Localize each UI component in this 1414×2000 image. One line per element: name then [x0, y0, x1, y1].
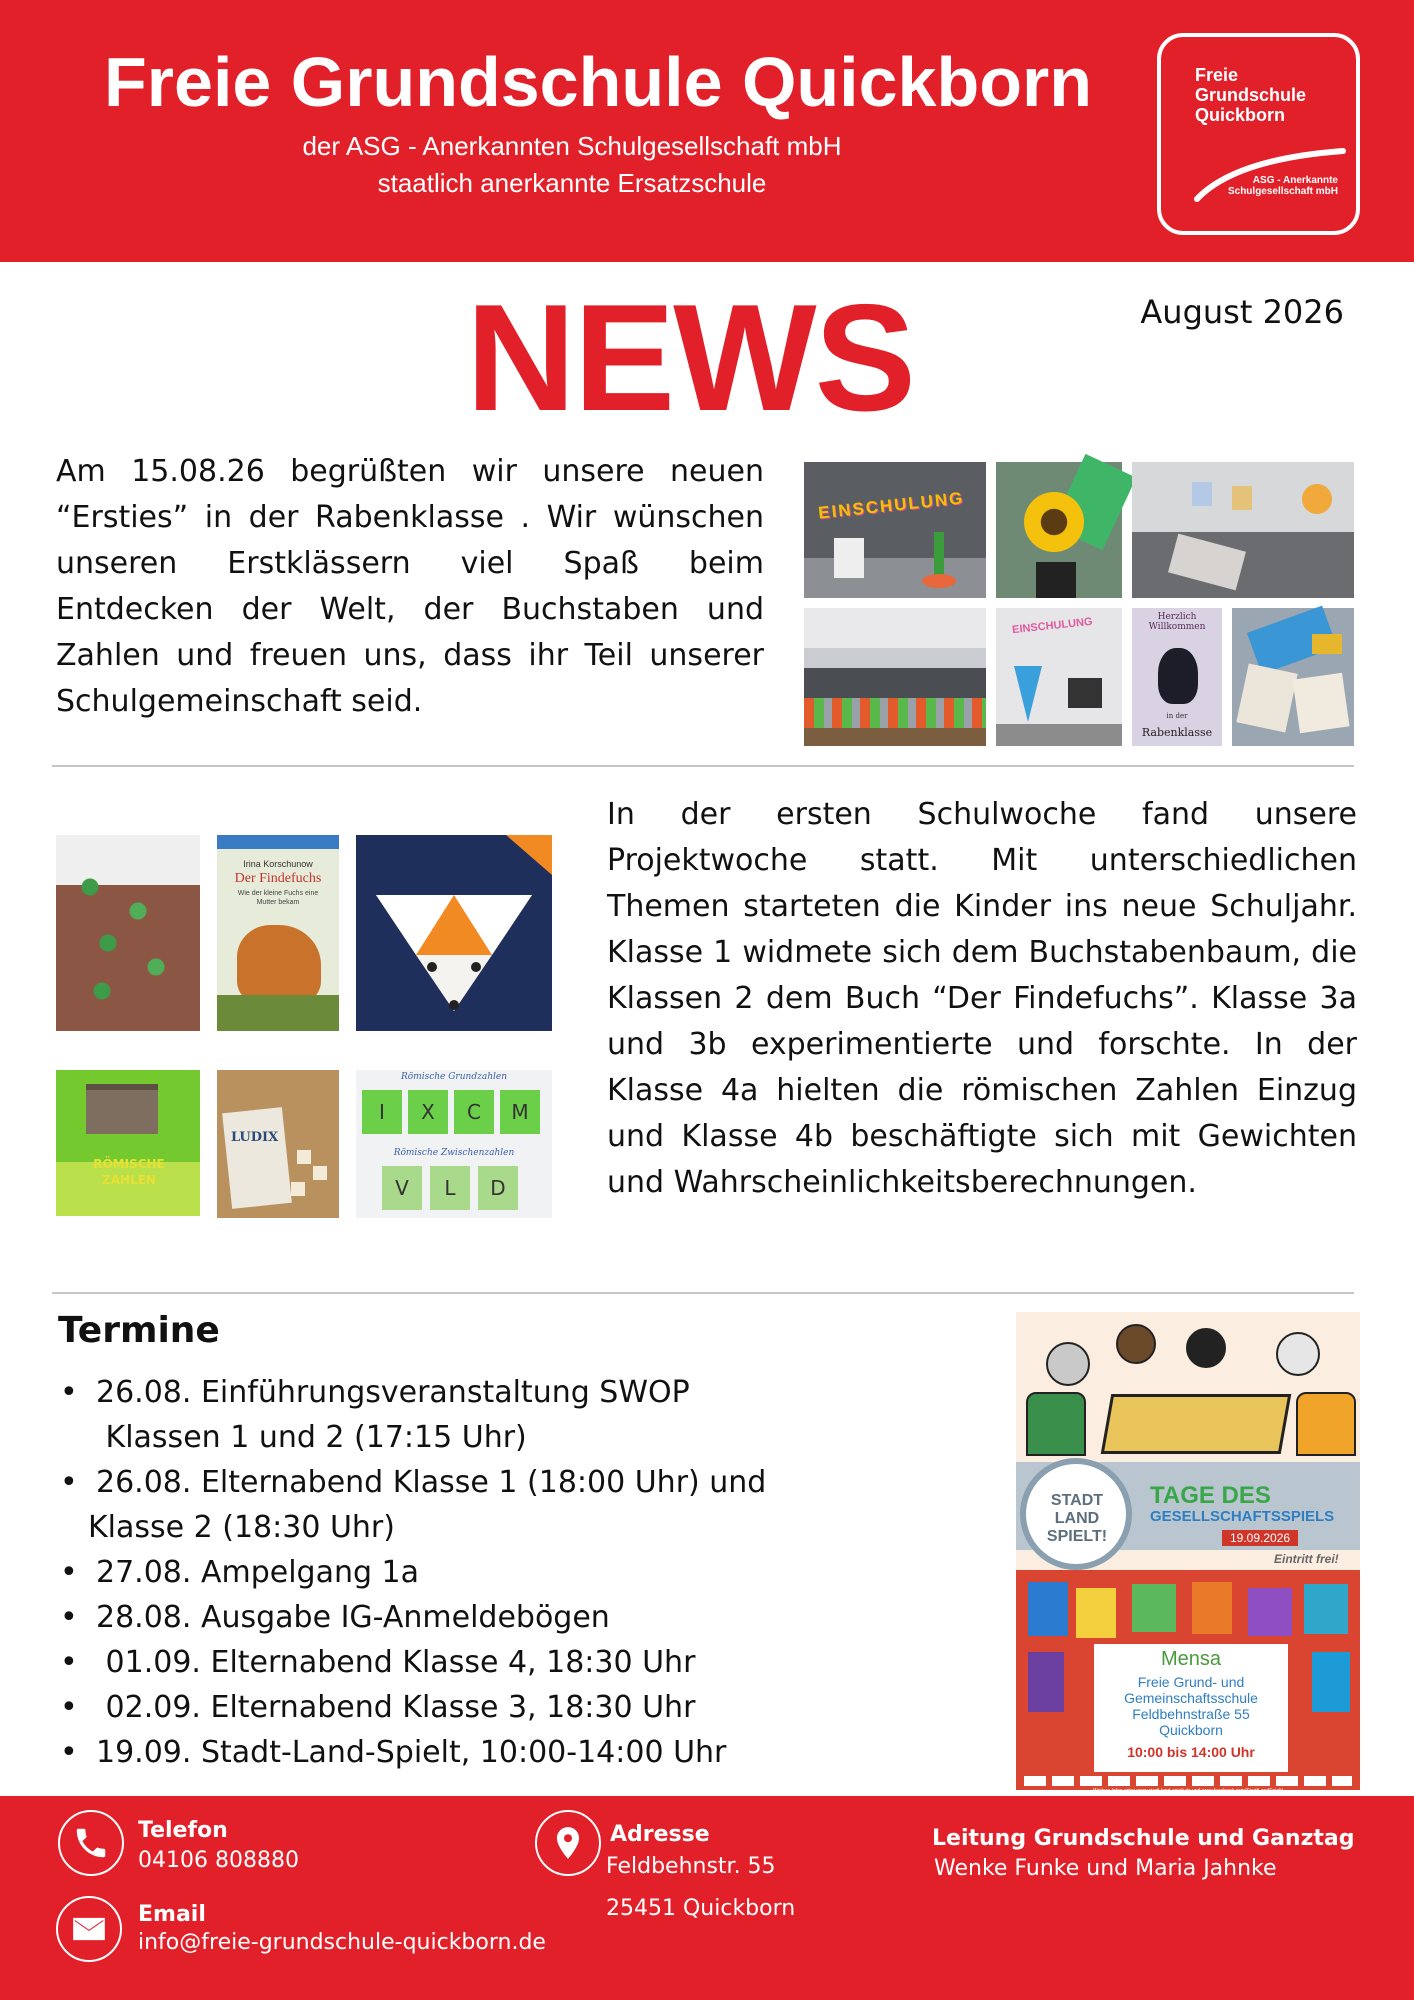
photo-zuckertuete	[996, 608, 1122, 746]
photo-classroom-floor	[1132, 462, 1354, 598]
photo-sunflower	[996, 462, 1122, 598]
board-zwischenzahlen: Römische Zwischenzahlen	[393, 1148, 515, 1158]
photo-roman-numerals-board	[356, 1070, 552, 1218]
photo-raben-willkommen	[1132, 608, 1222, 746]
roman-numeral-card: V	[382, 1166, 422, 1210]
event-line: • 28.08. Ausgabe IG-Anmeldebögen	[96, 1600, 610, 1635]
poster-badge: STADT LAND SPIELT!	[1046, 1492, 1108, 1545]
ludix-label: LUDIX	[231, 1130, 279, 1145]
photo-mensa-chairs	[804, 608, 986, 746]
news-heading: NEWS	[466, 273, 914, 443]
article-einschulung-text: Am 15.08.26 begrüßten wir unsere neuen “Ersties” in der Rabenklasse . Wir wünschen unseren Erstklässern viel Spaß beim Entdecken der Welt, der Buchstaben und Zahlen und freuen uns, dass ihr Teil unserer Schulgemeinschaft seid.	[56, 454, 764, 719]
event-item	[58, 1685, 938, 1730]
termine-heading: Termine	[58, 1310, 220, 1351]
photo-caption-einschulung-2: EINSCHULUNG	[1011, 615, 1094, 637]
event-line: • 19.09. Stadt-Land-Spielt, 10:00-14:00 Uhr	[96, 1735, 727, 1770]
school-subtitle-1: der ASG - Anerkannten Schulgesellschaft mbH	[302, 131, 842, 161]
event-item	[58, 1640, 938, 1685]
poster-entry: Eintritt frei!	[1274, 1552, 1339, 1566]
event-line: • 01.09. Elternabend Klasse 4, 18:30 Uhr	[96, 1645, 696, 1680]
issue-date: August 2026	[1140, 293, 1344, 331]
roman-numeral-card: C	[454, 1090, 494, 1134]
school-subtitle-2: staatlich anerkannte Ersatzschule	[377, 168, 767, 198]
roman-row-1	[362, 1090, 546, 1134]
logo-line: Freie	[1195, 65, 1239, 85]
phone-label: Telefon	[138, 1818, 228, 1843]
photo-caption-rabenklasse: Rabenklasse	[1141, 726, 1213, 739]
address-city: 25451 Quickborn	[606, 1896, 796, 1921]
leadership-names: Wenke Funke und Maria Jahnke	[934, 1856, 1277, 1881]
section-divider	[52, 1292, 1354, 1294]
photo-buchstabenbaum	[56, 835, 200, 1031]
poster-venue-line1: Freie Grund- und	[1137, 1674, 1245, 1690]
event-line: Klasse 2 (18:30 Uhr)	[88, 1510, 395, 1545]
header-banner	[0, 0, 1414, 262]
book-author: Irina Korschunow	[243, 859, 313, 869]
event-item	[58, 1730, 938, 1775]
logo-line: Grundschule	[1195, 85, 1307, 105]
event-item	[58, 1460, 938, 1550]
poster-headline-2: GESELLSCHAFTSSPIELS	[1150, 1508, 1335, 1525]
leadership-label: Leitung Grundschule und Ganztag	[932, 1826, 1355, 1851]
poster-venue-line4: Quickborn	[1159, 1722, 1223, 1738]
logo-text	[1195, 65, 1306, 125]
poster-time: 10:00 bis 14:00 Uhr	[1127, 1744, 1255, 1760]
event-item	[58, 1370, 938, 1460]
photo-ludix-game	[217, 1070, 339, 1218]
school-logo	[1157, 33, 1360, 235]
photo-caption-einschulung: EINSCHULUNG	[817, 488, 966, 523]
poster-venue-line2: Gemeinschaftsschule	[1124, 1690, 1258, 1706]
origami-fox-icon	[356, 835, 552, 1031]
board-grundzahlen: Römische Grundzahlen	[400, 1072, 507, 1082]
poster-venue: Mensa	[1160, 1648, 1222, 1670]
poster-date: 19.09.2026	[1222, 1530, 1298, 1546]
school-title: Freie Grundschule Quickborn	[104, 43, 1092, 121]
poster-venue-line3: Feldbehnstraße 55	[1132, 1706, 1250, 1722]
poster-footer: Weitere Infos unter www.stadt-land-spielt.de und www.facebook.com/StadtLandSpielt/	[1092, 1788, 1283, 1794]
photo-findefuchs-book	[217, 835, 339, 1031]
address-label: Adresse	[610, 1822, 710, 1847]
logo-small-text	[1228, 175, 1338, 197]
sign-roemische-zahlen: RÖMISCHE ZAHLEN	[93, 1157, 165, 1187]
event-item	[58, 1595, 938, 1640]
poster-stadt-land-spielt	[1016, 1312, 1360, 1794]
roman-numeral-card: L	[430, 1166, 470, 1210]
event-line: Klassen 1 und 2 (17:15 Uhr)	[96, 1420, 527, 1455]
book-subtitle: Wie der kleine Fuchs eine Mutter bekam	[237, 890, 319, 906]
roman-numeral-card: X	[408, 1090, 448, 1134]
roman-numeral-card: I	[362, 1090, 402, 1134]
event-line: • 27.08. Ampelgang 1a	[96, 1555, 420, 1590]
event-line: • 26.08. Elternabend Klasse 1 (18:00 Uhr) und	[96, 1465, 767, 1500]
events-list	[58, 1370, 938, 1775]
event-item	[58, 1550, 938, 1595]
book-title: Der Findefuchs	[234, 871, 322, 886]
event-line: • 02.09. Elternabend Klasse 3, 18:30 Uhr	[96, 1690, 696, 1725]
email-icon	[56, 1896, 122, 1962]
phone-icon	[58, 1810, 124, 1876]
roman-row-2	[382, 1166, 526, 1210]
roman-numeral-card: D	[478, 1166, 518, 1210]
email-address[interactable]: info@freie-grundschule-quickborn.de	[138, 1930, 546, 1955]
logo-small-line: Schulgesellschaft mbH	[1227, 186, 1338, 197]
location-pin-icon	[535, 1810, 601, 1876]
poster-headline-1: TAGE DES	[1150, 1482, 1271, 1509]
logo-small-line: ASG - Anerkannte	[1252, 175, 1338, 186]
event-line: • 26.08. Einführungsveranstaltung SWOP	[96, 1375, 690, 1410]
photo-roemische-zahlen-sign	[56, 1070, 200, 1216]
article-projektwoche-text: In der ersten Schulwoche fand unsere Projektwoche statt. Mit unterschiedlichen Themen starteten die Kinder ins neue Schuljahr. Klasse 1 widmete sich dem Buchstabenbaum, die Klassen 2 dem Buch “Der Findefuchs”. Klasse 3a und 3b experimentierte und forschte. In der Klasse 4a hielten die römischen Zahlen Einzug und Klasse 4b beschäftigte sich mit Gewichten und Wahrscheinlichkeitsberechnungen.	[607, 797, 1357, 1200]
footer-contact	[0, 1796, 1414, 2000]
photo-einschulung-sign	[804, 462, 986, 598]
photo-origami-fox	[356, 835, 552, 1031]
email-label: Email	[138, 1902, 206, 1927]
photo-caption-herzlich: Herzlich Willkommen	[1148, 612, 1206, 632]
section-divider	[52, 765, 1354, 767]
address-street: Feldbehnstr. 55	[606, 1854, 776, 1879]
phone-number[interactable]: 04106 808880	[138, 1848, 299, 1873]
roman-numeral-card: M	[500, 1090, 540, 1134]
photo-caption-in-der: in der	[1166, 712, 1188, 720]
photo-zuckertueten-stack	[1232, 608, 1354, 746]
logo-line: Quickborn	[1195, 105, 1286, 125]
